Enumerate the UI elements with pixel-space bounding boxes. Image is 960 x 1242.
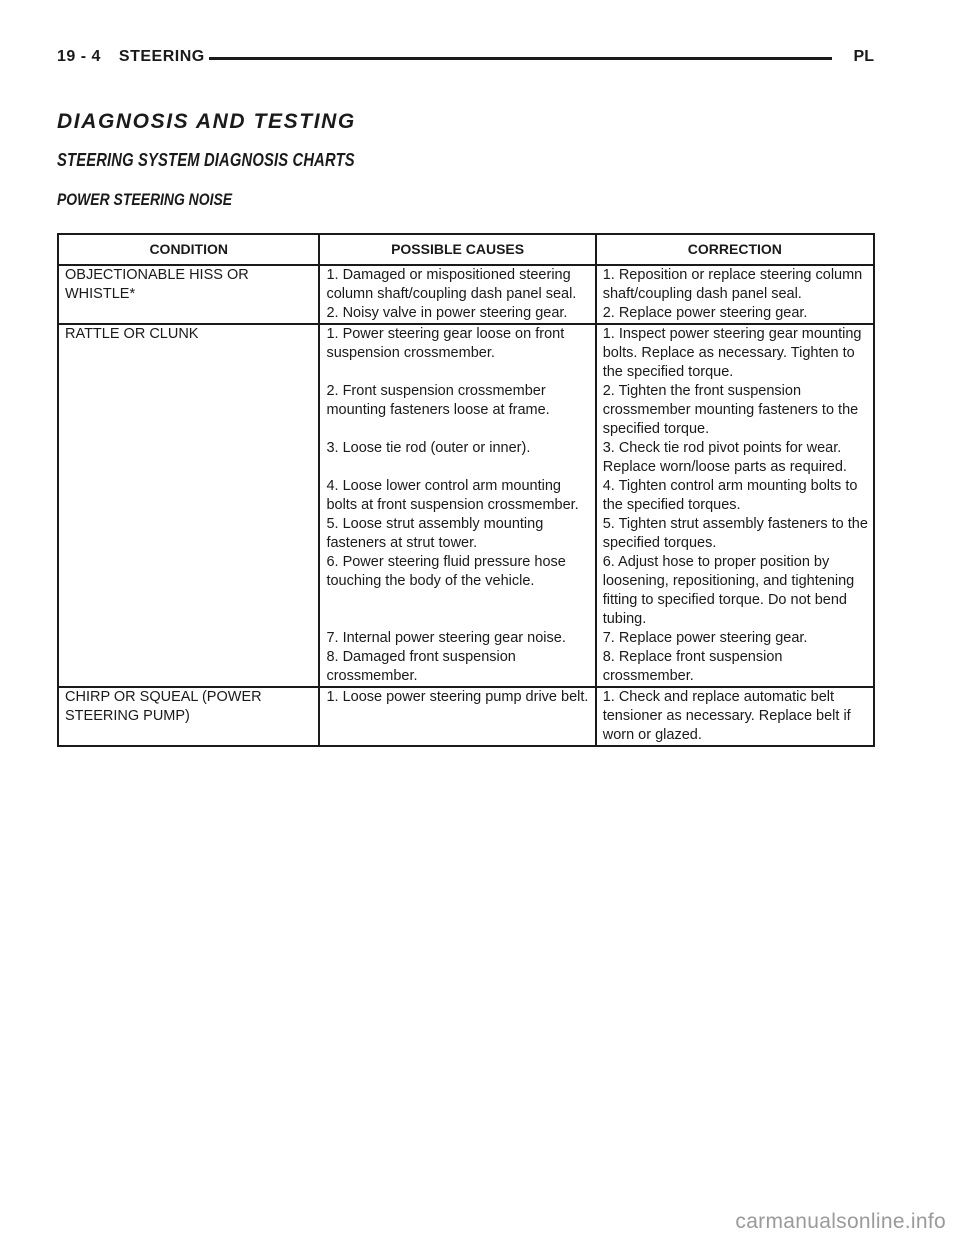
cause-cell: 1. Damaged or mispositioned steering column shaft/coupling dash panel seal.	[319, 265, 595, 304]
correction-cell: 3. Check tie rod pivot points for wear. Replace worn/loose parts as required.	[596, 439, 874, 477]
condition-cell: RATTLE OR CLUNK	[58, 324, 319, 687]
correction-cell: 1. Check and replace automatic belt tensioner as necessary. Replace belt if worn or glazed.	[596, 687, 874, 746]
cause-cell: 3. Loose tie rod (outer or inner).	[319, 439, 595, 477]
cause-cell: 4. Loose lower control arm mounting bolts at front suspension crossmember.	[319, 477, 595, 515]
main-heading: DIAGNOSIS AND TESTING	[57, 110, 356, 133]
header-left	[57, 48, 205, 66]
page-header	[57, 44, 874, 72]
correction-cell: 8. Replace front suspension crossmember.	[596, 648, 874, 687]
column-header-condition: CONDITION	[58, 234, 319, 265]
table-row	[58, 687, 874, 746]
correction-cell: 5. Tighten strut assembly fasteners to the specified torques.	[596, 515, 874, 553]
correction-cell: 4. Tighten control arm mounting bolts to the specified torques.	[596, 477, 874, 515]
watermark: carmanualsonline.info	[735, 1210, 946, 1233]
cause-cell: 8. Damaged front suspension crossmember.	[319, 648, 595, 687]
chart-heading: POWER STEERING NOISE	[57, 190, 233, 209]
cause-cell: 1. Power steering gear loose on front suspension crossmember.	[319, 324, 595, 382]
correction-cell: 1. Reposition or replace steering column shaft/coupling dash panel seal.	[596, 265, 874, 304]
cause-cell: 7. Internal power steering gear noise.	[319, 629, 595, 648]
column-header-causes: POSSIBLE CAUSES	[319, 234, 595, 265]
column-header-correction: CORRECTION	[596, 234, 874, 265]
condition-cell: CHIRP OR SQUEAL (POWER STEERING PUMP)	[58, 687, 319, 746]
cause-cell: 2. Noisy valve in power steering gear.	[319, 304, 595, 324]
cause-cell: 1. Loose power steering pump drive belt.	[319, 687, 595, 746]
sub-heading: STEERING SYSTEM DIAGNOSIS CHARTS	[57, 150, 355, 170]
section-title: STEERING	[118, 48, 205, 65]
cause-cell: 6. Power steering fluid pressure hose touching the body of the vehicle.	[319, 553, 595, 629]
correction-cell: 2. Tighten the front suspension crossmember mounting fasteners to the specified torque.	[596, 382, 874, 439]
table-row	[58, 324, 874, 382]
cause-cell: 2. Front suspension crossmember mounting fasteners loose at frame.	[319, 382, 595, 439]
condition-cell: OBJECTIONABLE HISS OR WHISTLE*	[58, 265, 319, 324]
page-number: 19 - 4	[57, 48, 101, 65]
cause-cell: 5. Loose strut assembly mounting fasteners at strut tower.	[319, 515, 595, 553]
table-header-row	[58, 234, 874, 265]
correction-cell: 6. Adjust hose to proper position by loosening, repositioning, and tightening fitting to specified torque. Do not bend tubing.	[596, 553, 874, 629]
correction-cell: 7. Replace power steering gear.	[596, 629, 874, 648]
correction-cell: 2. Replace power steering gear.	[596, 304, 874, 324]
table-row	[58, 265, 874, 304]
header-rule	[209, 57, 832, 60]
correction-cell: 1. Inspect power steering gear mounting bolts. Replace as necessary. Tighten to the specified torque.	[596, 324, 874, 382]
diagnosis-table	[57, 233, 875, 747]
model-code: PL	[853, 48, 874, 65]
